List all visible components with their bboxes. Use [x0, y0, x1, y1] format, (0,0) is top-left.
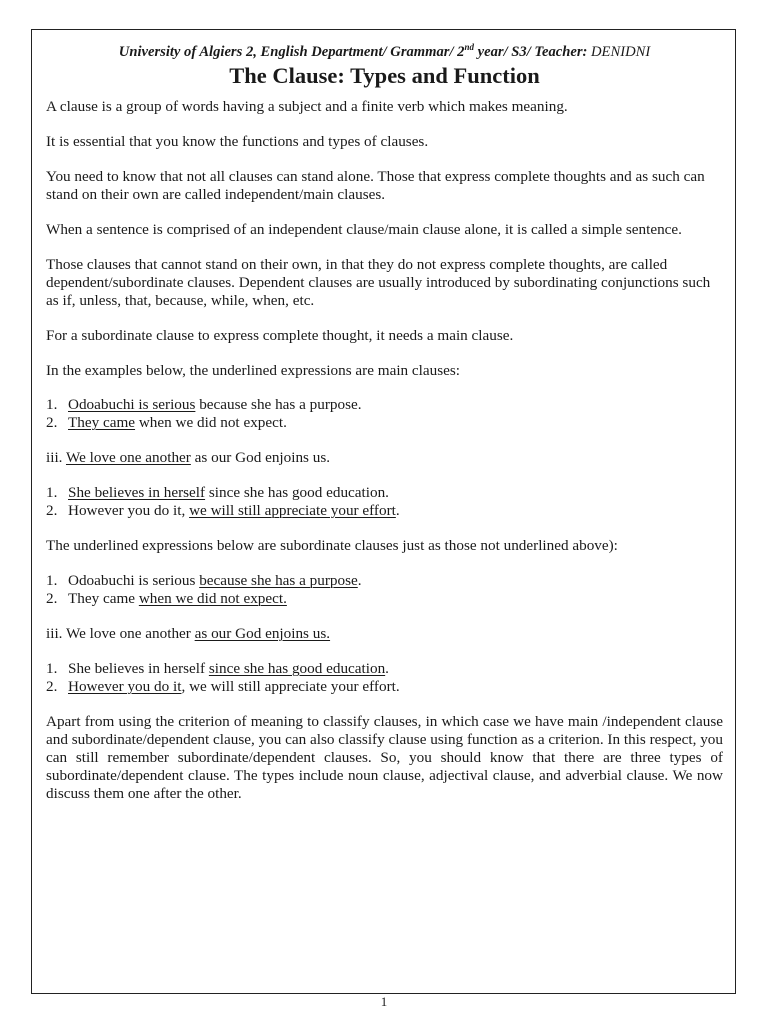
- list-number: 2.: [46, 678, 58, 695]
- list-number: 1.: [46, 484, 58, 501]
- page-number: 1: [380, 994, 388, 1009]
- underlined-clause: we will still appreciate your effort: [189, 502, 396, 519]
- underlined-clause: as our God enjoins us.: [194, 625, 331, 642]
- underlined-clause: since she has good education: [208, 660, 386, 677]
- list-item: [46, 414, 723, 432]
- example-rest: .: [395, 502, 400, 519]
- list-item: [46, 572, 723, 590]
- underlined-clause: She believes in herself: [68, 484, 206, 501]
- example-rest: , we will still appreciate your effort.: [181, 678, 400, 695]
- header-ordinal-sup: nd: [464, 42, 474, 53]
- main-examples-group-1: [46, 396, 723, 432]
- teacher-name: DENIDNI: [591, 44, 651, 60]
- example-rest: .: [357, 572, 362, 589]
- example-pre: They came: [68, 590, 139, 607]
- example-text: [68, 572, 362, 590]
- example-text: [68, 660, 389, 678]
- underlined-clause: Odoabuchi is serious: [68, 396, 196, 413]
- example-rest: because she has a purpose.: [195, 396, 362, 413]
- list-number: 1.: [46, 660, 58, 677]
- list-number: iii.: [46, 449, 66, 466]
- list-item: [46, 678, 723, 696]
- example-pre: However you do it,: [68, 502, 190, 519]
- paragraph-independent: You need to know that not all clauses can stand alone. Those that express complete thoughts and as such can stand on their own are called independent/main clauses.: [46, 168, 705, 203]
- list-item: [46, 590, 723, 608]
- sub-examples-group-2: [46, 660, 723, 696]
- list-item-iii: [46, 625, 723, 643]
- underlined-clause: because she has a purpose: [199, 572, 358, 589]
- list-item: [46, 396, 723, 414]
- example-rest: when we did not expect.: [135, 414, 287, 431]
- list-number: 1.: [46, 572, 58, 589]
- example-pre: She believes in herself: [68, 660, 209, 677]
- course-header: [46, 43, 723, 61]
- paragraph-essential: It is essential that you know the functions and types of clauses.: [46, 133, 429, 150]
- main-examples-group-2: [46, 484, 723, 520]
- list-item: [46, 484, 723, 502]
- underlined-clause: when we did not expect.: [138, 590, 287, 607]
- paragraph-definition: A clause is a group of words having a subject and a finite verb which makes meaning.: [46, 98, 568, 115]
- list-item-iii: [46, 449, 723, 467]
- example-pre: iii. We love one another: [46, 625, 195, 642]
- example-rest: .: [385, 660, 389, 677]
- paragraph-classification: Apart from using the criterion of meaning to classify clauses, in which case we have main /independent clause and subordinate/dependent clause, you can also classify clause using function as a criterion. In this respect, you can still remember subordinate/dependent clauses. So, you should know that there are three types of subordinate/dependent clause. The types include noun clause, adjectival clause, and adverbial clause. We now discuss them one after the other.: [46, 713, 723, 802]
- page-title: The Clause: Types and Function: [229, 63, 540, 88]
- paragraph-dependent: Those clauses that cannot stand on their own, in that they do not express complete thoughts, are called dependent/subordinate clauses. Dependent clauses are usually introduced by subordinating conjunctions such as if, unless, that, because, while, when, etc.: [46, 256, 711, 309]
- header-rest: year/ S3/ Teacher:: [474, 44, 592, 60]
- example-text: [68, 414, 287, 432]
- example-rest: since she has good education.: [205, 484, 389, 501]
- example-text: [68, 678, 400, 696]
- list-number: 2.: [46, 414, 58, 431]
- example-pre: Odoabuchi is serious: [68, 572, 200, 589]
- example-rest: as our God enjoins us.: [190, 449, 331, 466]
- example-text: [68, 396, 362, 414]
- list-number: 2.: [46, 590, 58, 607]
- header-institution: University of Algiers 2, English Department/ Grammar/ 2: [118, 44, 465, 60]
- list-number: 2.: [46, 502, 58, 519]
- paragraph-simple-sentence: When a sentence is comprised of an independent clause/main clause alone, it is called a simple sentence.: [46, 221, 682, 238]
- underlined-clause: However you do it: [68, 678, 182, 695]
- list-item: [46, 660, 723, 678]
- example-text: [68, 484, 389, 502]
- document-body: [46, 43, 723, 803]
- paragraph-subordinate-intro: The underlined expressions below are subordinate clauses just as those not underlined above):: [46, 537, 618, 554]
- underlined-clause: They came: [68, 414, 136, 431]
- list-number: 1.: [46, 396, 58, 413]
- sub-examples-group-1: [46, 572, 723, 608]
- list-item: [46, 502, 723, 520]
- example-text: [68, 502, 400, 520]
- example-text: [68, 590, 287, 608]
- underlined-clause: We love one another: [65, 449, 191, 466]
- paragraph-needs-main: For a subordinate clause to express complete thought, it needs a main clause.: [46, 327, 514, 344]
- paragraph-main-intro: In the examples below, the underlined expressions are main clauses:: [46, 362, 461, 379]
